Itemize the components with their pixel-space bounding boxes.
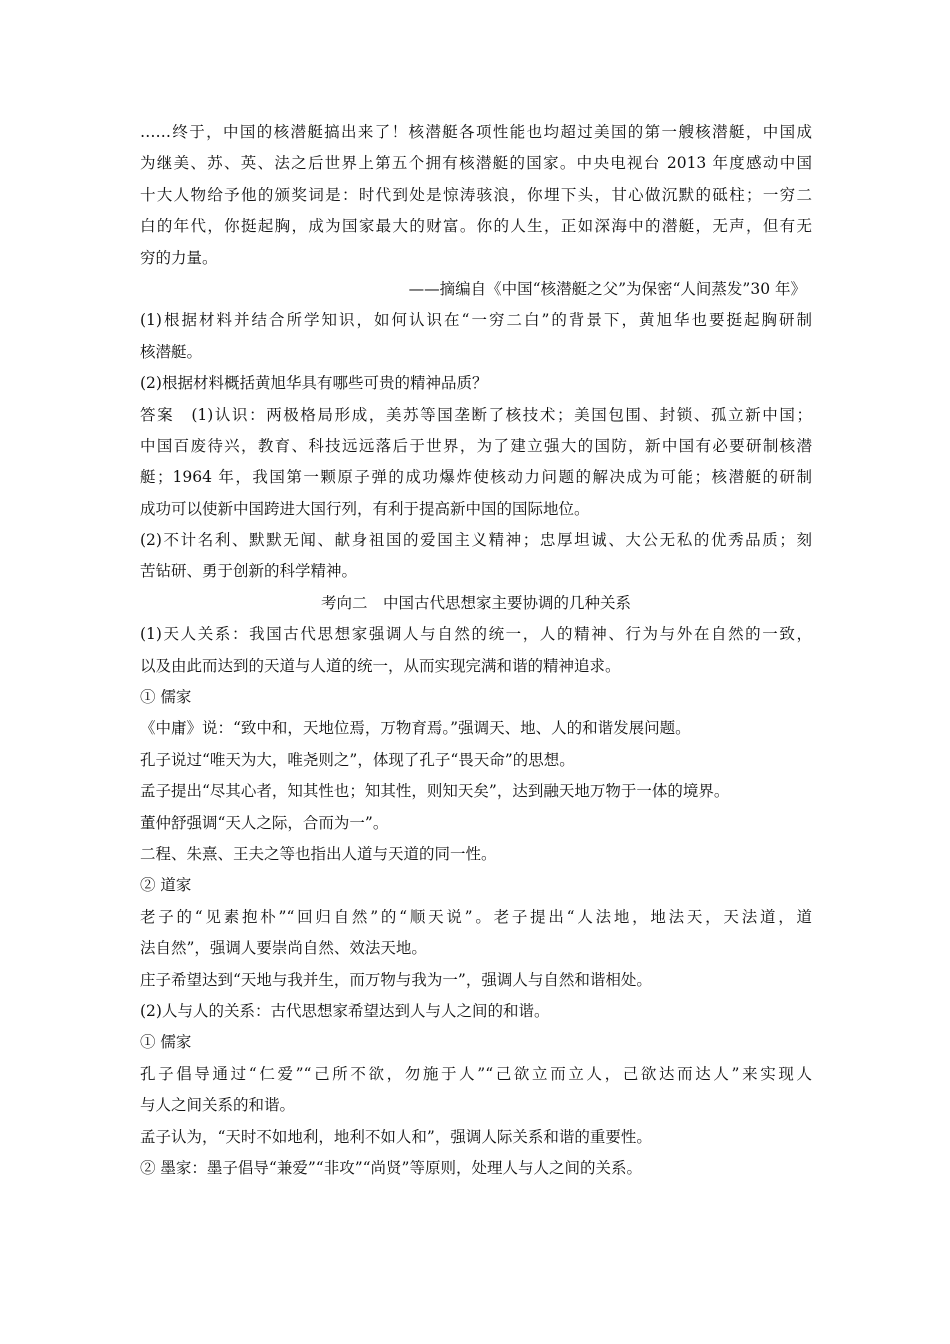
paragraph-line: 孔子倡导通过“仁爱”“己所不欲，勿施于人”“己欲立而立人，己欲达而达人”来实现人 [140, 1064, 812, 1083]
material-line: 穷的力量。 [140, 248, 218, 267]
answer-line: 苦钻研、勇于创新的科学精神。 [140, 562, 358, 581]
renren-paragraph: (2)人与人的关系：古代思想家希望达到人与人之间的和谐。 [140, 1001, 550, 1020]
question-1 [140, 305, 812, 368]
tianren-paragraph [140, 619, 812, 682]
answer-line: 答案 (1)认识：两极格局形成，美苏等国垄断了核技术；美国包围、封锁、孤立新中国； [140, 405, 812, 424]
answer-line: 艇；1964 年，我国第一颗原子弹的成功爆炸使核动力问题的解决成为可能；核潜艇的研制 [140, 468, 812, 487]
mengzi-line: 孟子认为，“天时不如地利，地利不如人和”，强调人际关系和谐的重要性。 [140, 1127, 652, 1146]
subheading-confucian: ① 儒家 [140, 688, 192, 707]
kongzi-paragraph [140, 1059, 812, 1122]
material-line: 十大人物给予他的颁奖词是：时代到处是惊涛骇浪，你埋下头，甘心做沉默的砥柱；一穷二 [140, 185, 812, 204]
paragraph-line: 法自然”，强调人要崇尚自然、效法天地。 [140, 939, 427, 958]
material-line: 白的年代，你挺起胸，成为国家最大的财富。你的人生，正如深海中的潜艇，无声，但有无 [140, 217, 812, 236]
answer-1 [140, 400, 812, 526]
answer-2 [140, 525, 812, 588]
paragraph-line: 以及由此而达到的天道与人道的统一，从而实现完满和谐的精神追求。 [140, 656, 621, 675]
material-line: ……终于，中国的核潜艇搞出来了！核潜艇各项性能也均超过美国的第一艘核潜艇，中国成 [140, 123, 812, 141]
answer-line: 成功可以使新中国跨进大国行列，有利于提高新中国的国际地位。 [140, 499, 590, 518]
material-line: 为继美、苏、英、法之后世界上第五个拥有核潜艇的国家。中央电视台 2013 年度感动中国 [140, 154, 812, 173]
subheading-confucian-2: ① 儒家 [140, 1033, 192, 1052]
material-source: ——摘编自《中国“核潜艇之父”为保密“人间蒸发”30 年》 [408, 279, 806, 298]
list-item: 孔子说过“唯天为大，唯尧则之”，体现了孔子“畏天命”的思想。 [140, 750, 575, 769]
laozi-paragraph [140, 902, 812, 965]
question-2: (2)根据材料概括黄旭华具有哪些可贵的精神品质？ [140, 374, 488, 393]
question-line: (1)根据材料并结合所学知识，如何认识在“一穷二白”的背景下，黄旭华也要挺起胸研制 [140, 311, 812, 330]
zhuangzi-line: 庄子希望达到“天地与我并生，而万物与我为一”，强调人与自然和谐相处。 [140, 970, 652, 989]
subheading-taoist: ② 道家 [140, 876, 192, 895]
answer-line: 中国百废待兴，教育、科技远远落后于世界，为了建立强大的国防，新中国有必要研制核潜 [140, 436, 812, 455]
section-heading: 考向二 中国古代思想家主要协调的几种关系 [320, 593, 631, 612]
list-item: 《中庸》说：“致中和，天地位焉，万物育焉。”强调天、地、人的和谐发展问题。 [140, 719, 691, 738]
list-item: 董仲舒强调“天人之际，合而为一”。 [140, 813, 389, 832]
list-item: 二程、朱熹、王夫之等也指出人道与天道的同一性。 [140, 844, 497, 863]
material-passage [140, 117, 812, 305]
list-item: 孟子提出“尽其心者，知其性也；知其性，则知天矣”，达到融天地万物于一体的境界。 [140, 782, 730, 801]
paragraph-line: 老子的“见素抱朴”“回归自然”的“顺天说”。老子提出“人法地，地法天，天法道，道 [140, 907, 812, 926]
paragraph-line: (1)天人关系：我国古代思想家强调人与自然的统一，人的精神、行为与外在自然的一致， [140, 625, 812, 644]
answer-line: (2)不计名利、默默无闻、献身祖国的爱国主义精神；忠厚坦诚、大公无私的优秀品质；刻 [140, 531, 812, 550]
question-line: 核潜艇。 [140, 342, 203, 361]
document-page [140, 117, 812, 1184]
paragraph-line: 与人之间关系的和谐。 [140, 1096, 296, 1115]
mohist-line: ② 墨家：墨子倡导“兼爱”“非攻”“尚贤”等原则，处理人与人之间的关系。 [140, 1158, 642, 1177]
